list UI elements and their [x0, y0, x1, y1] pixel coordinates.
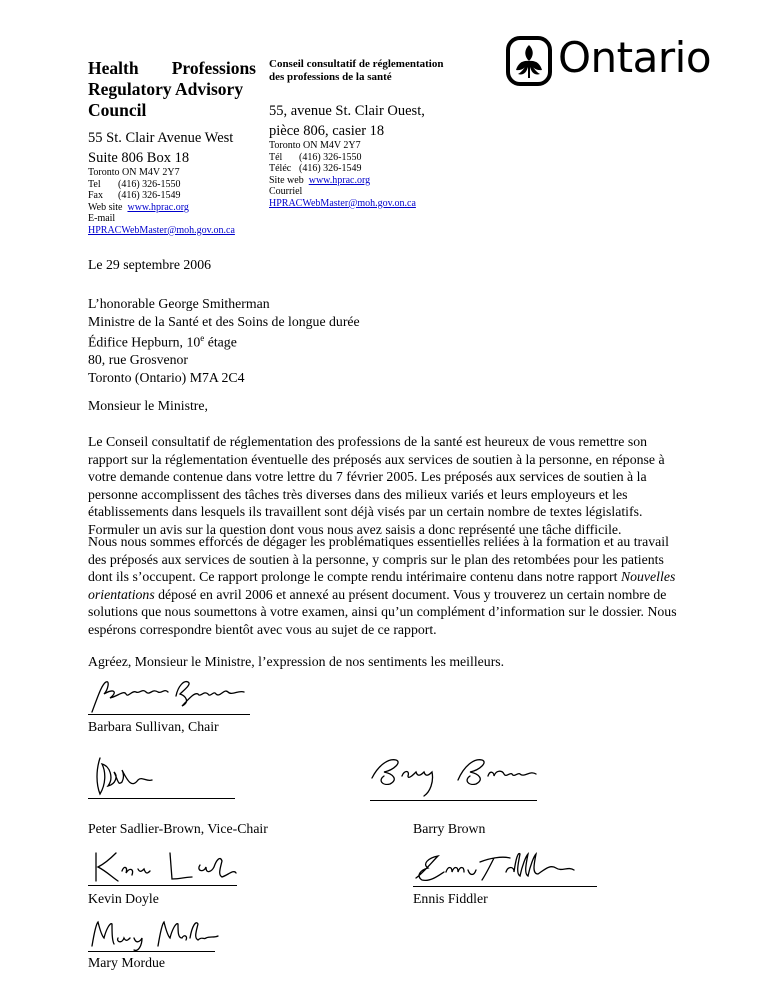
signature-line-mordue: [88, 951, 215, 952]
signature-line-sadlier-brown: [88, 798, 235, 799]
french-address-line1: 55, avenue St. Clair Ouest,: [269, 103, 425, 119]
french-email-label: Courriel: [269, 186, 303, 197]
recipient-city: Toronto (Ontario) M7A 2C4: [88, 369, 245, 385]
paragraph-1: Le Conseil consultatif de réglementation des professions de la santé est heureux de vous remettre son rapport sur la réglementation éventuelle des préposés aux services de soutien à la personne, en réponse à votre demande contenue dans votre lettre du 7 février 2005. Les préposés aux services de soutien à la personne accomplissent des tâches très diverses dans des milieux variés et leurs employeurs et les établissements dans lesquels ils travaillent sont déjà visés par un certain nombre de textes législatifs. Formuler un avis sur la question dont vous nous avez saisis a donc représenté une tâche difficile.: [88, 434, 665, 537]
signatory-brown: Barry Brown: [413, 821, 486, 836]
french-city: Toronto ON M4V 2Y7: [269, 140, 361, 151]
salutation: Monsieur le Ministre,: [88, 398, 208, 413]
english-city: Toronto ON M4V 2Y7: [88, 167, 180, 178]
recipient-block: [88, 295, 360, 386]
english-tel-label: Tel: [88, 178, 101, 190]
signature-mary-mordue: [88, 916, 228, 952]
french-address: [269, 101, 425, 141]
english-address: [88, 128, 233, 168]
french-org-line1: Conseil consultatif de réglementation: [269, 58, 444, 70]
english-website-label: Web site: [88, 201, 123, 213]
signatory-fiddler: Ennis Fiddler: [413, 891, 488, 906]
french-org-line2: des professions de la santé: [269, 71, 392, 83]
paragraph-2: [88, 533, 688, 638]
recipient-title: Ministre de la Santé et des Soins de longue durée: [88, 313, 360, 329]
signature-line-fiddler: [413, 886, 597, 887]
paragraph-2-part-a: Nous nous sommes efforcés de dégager les problématiques essentielles reliées à la formation et au travail des préposés aux services de soutien à la personne, y compris sur le plan des retombées pour les patients dont ils s’occupent. Ce rapport prolonge le compte rendu intérimaire contenu dans notre rapport: [88, 534, 669, 584]
recipient-building: [88, 330, 360, 351]
french-fax-value: (416) 326-1549: [299, 163, 362, 174]
signature-line-sullivan: [88, 714, 250, 715]
signatory-sadlier-brown: Peter Sadlier-Brown, Vice-Chair: [88, 821, 268, 836]
letter-date: Le 29 septembre 2006: [88, 257, 211, 272]
english-org-name: [88, 58, 256, 121]
french-address-line2: pièce 806, casier 18: [269, 123, 385, 139]
recipient-name: L’honorable George Smitherman: [88, 296, 270, 311]
signature-ennis-fiddler: [410, 848, 600, 888]
paragraph-2-report-title: Nouvelles orientations: [88, 569, 676, 602]
french-email-link[interactable]: HPRACWebMaster@moh.gov.on.ca: [269, 197, 416, 209]
french-website-link[interactable]: www.hprac.org: [308, 174, 371, 186]
org-line-2: Regulatory Advisory: [88, 79, 244, 99]
recipient-street: 80, rue Grosvenor: [88, 352, 189, 368]
english-contact-block: [88, 167, 235, 236]
closing-line: Agréez, Monsieur le Ministre, l’expression de nos sentiments les meilleurs.: [88, 654, 505, 669]
recipient-building-sup: e: [200, 333, 205, 343]
english-tel: [88, 179, 235, 191]
english-email-link[interactable]: HPRACWebMaster@moh.gov.on.ca: [88, 224, 235, 236]
english-address-line1: 55 St. Clair Avenue West: [88, 130, 234, 146]
signature-line-doyle: [88, 885, 237, 886]
ontario-logo-wordmark: Ontario: [558, 33, 712, 82]
french-tel-label: Tél: [269, 151, 283, 163]
french-fax-label: Téléc: [269, 163, 292, 174]
english-fax-label: Fax: [88, 190, 103, 201]
english-address-line2: Suite 806 Box 18: [88, 150, 190, 166]
english-website-link[interactable]: www.hprac.org: [127, 201, 189, 213]
signatory-doyle: Kevin Doyle: [88, 891, 159, 906]
english-email-label: E-mail: [88, 213, 116, 224]
org-word-health: Health: [88, 58, 139, 78]
org-line-3: Council: [88, 100, 147, 120]
signatory-sullivan: Barbara Sullivan, Chair: [88, 719, 219, 734]
french-tel-value: (416) 326-1550: [299, 151, 362, 163]
signature-line-brown: [370, 800, 537, 801]
recipient-building-prefix: Édifice Hepburn, 10: [88, 334, 201, 350]
french-contact-block: [269, 140, 416, 209]
french-org-name: [269, 58, 443, 84]
english-tel-value: (416) 326-1550: [118, 178, 181, 190]
recipient-building-suffix: étage: [204, 334, 237, 350]
french-website-label: Site web: [269, 174, 304, 186]
french-fax: [269, 163, 416, 175]
signature-kevin-doyle: [88, 847, 248, 887]
org-word-professions: Professions: [171, 58, 256, 78]
english-fax-value: (416) 326-1549: [118, 190, 181, 201]
signature-peter-sadlier-brown: [88, 754, 248, 800]
english-website: [88, 202, 235, 214]
english-fax: [88, 190, 235, 202]
ontario-trillium-logo-icon: [506, 36, 552, 86]
french-website: [269, 175, 416, 187]
signature-barbara-sullivan: [88, 676, 258, 716]
signatory-mordue: Mary Mordue: [88, 955, 166, 970]
french-tel: [269, 152, 416, 164]
signature-barry-brown: [368, 752, 548, 802]
paragraph-2-part-b: déposé en avril 2006 et annexé au présent document. Vous y trouverez un certain nombre de solutions que nous soumettons à votre examen, ainsi qu’un complément d’information sur le dossier. Nous espérons correspondre bientôt avec vous au sujet de ce rapport.: [88, 586, 677, 637]
